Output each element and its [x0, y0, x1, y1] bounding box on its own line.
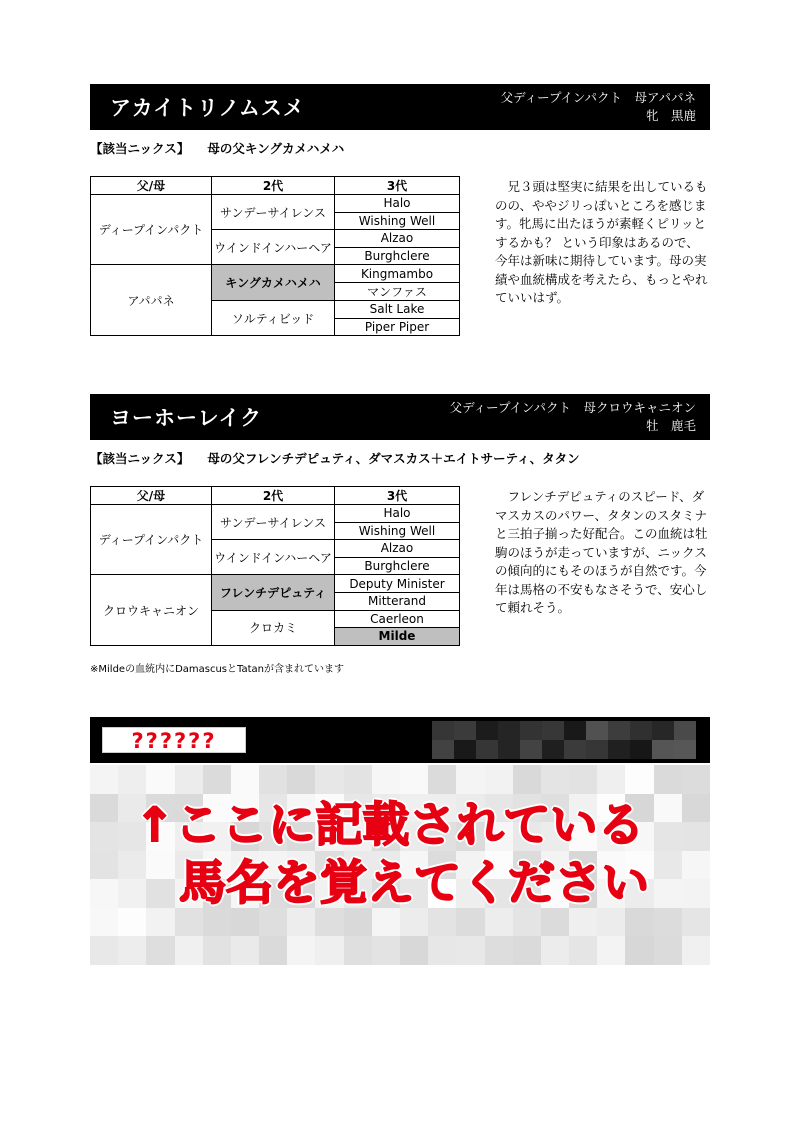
mosaic-tile [586, 721, 608, 740]
ancestor-cell: Kingmambo [335, 265, 460, 283]
mosaic-tile [372, 936, 400, 965]
hidden-horse-header [90, 717, 710, 763]
mosaic-tile [564, 740, 586, 759]
table-header-row [91, 487, 460, 505]
pixelated-meta [432, 721, 696, 759]
horse-parents: 父ディープインパクト 母アパパネ [500, 90, 696, 105]
dam-sire-cell: フレンチデピュティ [212, 575, 335, 610]
horse-comment: フレンチデピュティのスピード、ダマスカスのパワー、タタンのスタミナと三拍子揃った好配合。この血統は牡駒のほうが走っていますが、ニックスの傾向的にもそのほうが自然です。今年は馬格の不安もなさそうで、安心して頼れそう。 [495, 489, 708, 615]
instruction-message [135, 797, 695, 913]
ancestor-cell: Mitterand [335, 592, 460, 610]
table-header: 父/母 [91, 177, 212, 195]
mosaic-tile [315, 936, 343, 965]
mosaic-tile [476, 740, 498, 759]
instruction-line-2: 馬名を覚えてください [179, 856, 649, 911]
dam-sire-cell: キングカメハメハ [212, 265, 335, 301]
mosaic-tile [432, 721, 454, 740]
ancestor-cell: Deputy Minister [335, 575, 460, 593]
ancestor-cell-highlighted: Milde [335, 628, 460, 646]
mosaic-tile [674, 740, 696, 759]
mosaic-tile [654, 765, 682, 794]
ancestor-cell: Alzao [335, 540, 460, 558]
ancestor-cell: Piper Piper [335, 318, 460, 336]
mosaic-tile [630, 721, 652, 740]
mosaic-tile [118, 765, 146, 794]
table-header: 3代 [335, 487, 460, 505]
ancestor-cell: Burghclere [335, 247, 460, 265]
mosaic-tile [454, 721, 476, 740]
instruction-line-1: ↑ここに記載されている [135, 798, 645, 853]
ancestor-cell: Wishing Well [335, 522, 460, 540]
mosaic-tile [175, 765, 203, 794]
ancestor-cell: Wishing Well [335, 212, 460, 230]
mosaic-tile [90, 936, 118, 965]
mosaic-tile [542, 740, 564, 759]
mosaic-tile [428, 936, 456, 965]
mosaic-tile [432, 740, 454, 759]
mosaic-tile [569, 936, 597, 965]
dam-dam-cell: ソルティビッド [212, 300, 335, 335]
mosaic-tile [520, 740, 542, 759]
pedigree-table [90, 486, 460, 646]
table-header: 3代 [335, 177, 460, 195]
mosaic-tile [259, 765, 287, 794]
ancestor-cell: マンファス [335, 282, 460, 300]
mosaic-tile [498, 740, 520, 759]
mosaic-tile [344, 765, 372, 794]
mosaic-tile [259, 936, 287, 965]
mosaic-tile [625, 936, 653, 965]
mosaic-tile [456, 936, 484, 965]
mosaic-tile [654, 936, 682, 965]
ancestor-cell: Halo [335, 195, 460, 213]
mosaic-tile [315, 765, 343, 794]
table-header: 2代 [212, 177, 335, 195]
mosaic-tile [630, 740, 652, 759]
horse-header [90, 84, 710, 130]
mosaic-tile [476, 721, 498, 740]
mosaic-tile [146, 936, 174, 965]
nicks-label: 【該当ニックス】 [90, 451, 190, 466]
mosaic-tile [569, 765, 597, 794]
ancestor-cell: Burghclere [335, 557, 460, 575]
mosaic-tile [372, 765, 400, 794]
mosaic-tile [231, 936, 259, 965]
mosaic-tile [485, 936, 513, 965]
mosaic-tile [520, 721, 542, 740]
mosaic-tile [674, 721, 696, 740]
ancestor-cell: Halo [335, 505, 460, 523]
table-header: 父/母 [91, 487, 212, 505]
hidden-horse-name: ?????? [102, 727, 246, 753]
mosaic-tile [625, 765, 653, 794]
horse-meta [501, 89, 696, 125]
table-header: 2代 [212, 487, 335, 505]
table-header-row [91, 177, 460, 195]
sire-dam-cell: ウインドインハーヘア [212, 230, 335, 265]
mosaic-tile [608, 721, 630, 740]
mosaic-tile [90, 765, 118, 794]
mosaic-tile [287, 936, 315, 965]
horse-parents: 父ディープインパクト 母クロウキャニオン [449, 400, 696, 415]
pedigree-note: ※Mildeの血統内にDamascusとTatanが含まれています [90, 664, 344, 675]
horse-meta [450, 399, 696, 435]
horse-section-2 [90, 394, 710, 684]
mosaic-tile [344, 936, 372, 965]
mosaic-tile [498, 721, 520, 740]
mosaic-tile [541, 936, 569, 965]
ancestor-cell: Caerleon [335, 610, 460, 628]
mosaic-tile [456, 765, 484, 794]
mosaic-tile [400, 936, 428, 965]
mosaic-tile [146, 765, 174, 794]
sire-sire-cell: サンデーサイレンス [212, 195, 335, 230]
mosaic-tile [90, 794, 118, 823]
mosaic-tile [652, 721, 674, 740]
horse-name: ヨーホーレイク [110, 406, 263, 430]
mosaic-tile [652, 740, 674, 759]
mosaic-tile [400, 765, 428, 794]
ancestor-cell: Alzao [335, 230, 460, 248]
mosaic-tile [682, 765, 710, 794]
sire-dam-cell: ウインドインハーヘア [212, 540, 335, 575]
sire-cell: ディープインパクト [91, 505, 212, 575]
horse-name: アカイトリノムスメ [110, 96, 305, 120]
ancestor-cell: Salt Lake [335, 300, 460, 318]
sire-sire-cell: サンデーサイレンス [212, 505, 335, 540]
nicks-value: 母の父キングカメハメハ [207, 141, 345, 156]
horse-comment: 兄３頭は堅実に結果を出しているものの、ややジリっぽいところを感じます。牝馬に出たほうが素軽くピリッとするかも？ という印象はあるので、今年は新味に期待しています。母の実績や血統構成を考えたら、もっとやれていいはず。 [495, 179, 708, 305]
nicks-line [90, 449, 580, 467]
mosaic-tile [564, 721, 586, 740]
dam-cell: クロウキャニオン [91, 575, 212, 645]
pedigree-table [90, 176, 460, 336]
mosaic-tile [513, 765, 541, 794]
nicks-value: 母の父フレンチデピュティ、ダマスカス＋エイトサーティ、タタン [207, 451, 580, 466]
mosaic-tile [203, 936, 231, 965]
mosaic-tile [231, 765, 259, 794]
dam-dam-cell: クロカミ [212, 610, 335, 645]
mosaic-tile [513, 936, 541, 965]
mosaic-tile [597, 936, 625, 965]
mosaic-tile [287, 765, 315, 794]
mosaic-tile [597, 765, 625, 794]
horse-section-1 [90, 84, 710, 344]
mosaic-tile [682, 936, 710, 965]
mosaic-tile [608, 740, 630, 759]
horse-sex-color: 牡 鹿毛 [645, 418, 696, 433]
horse-header [90, 394, 710, 440]
mosaic-tile [203, 765, 231, 794]
nicks-label: 【該当ニックス】 [90, 141, 190, 156]
sire-cell: ディープインパクト [91, 195, 212, 265]
mosaic-tile [586, 740, 608, 759]
mosaic-tile [90, 908, 118, 937]
mosaic-tile [118, 936, 146, 965]
dam-cell: アパパネ [91, 265, 212, 336]
mosaic-tile [90, 851, 118, 880]
mosaic-tile [90, 879, 118, 908]
mosaic-tile [454, 740, 476, 759]
mosaic-tile [542, 721, 564, 740]
mosaic-tile [428, 765, 456, 794]
nicks-line [90, 139, 344, 157]
mosaic-tile [90, 822, 118, 851]
mosaic-tile [175, 936, 203, 965]
horse-sex-color: 牝 黒鹿 [645, 108, 696, 123]
mosaic-tile [485, 765, 513, 794]
mosaic-tile [541, 765, 569, 794]
